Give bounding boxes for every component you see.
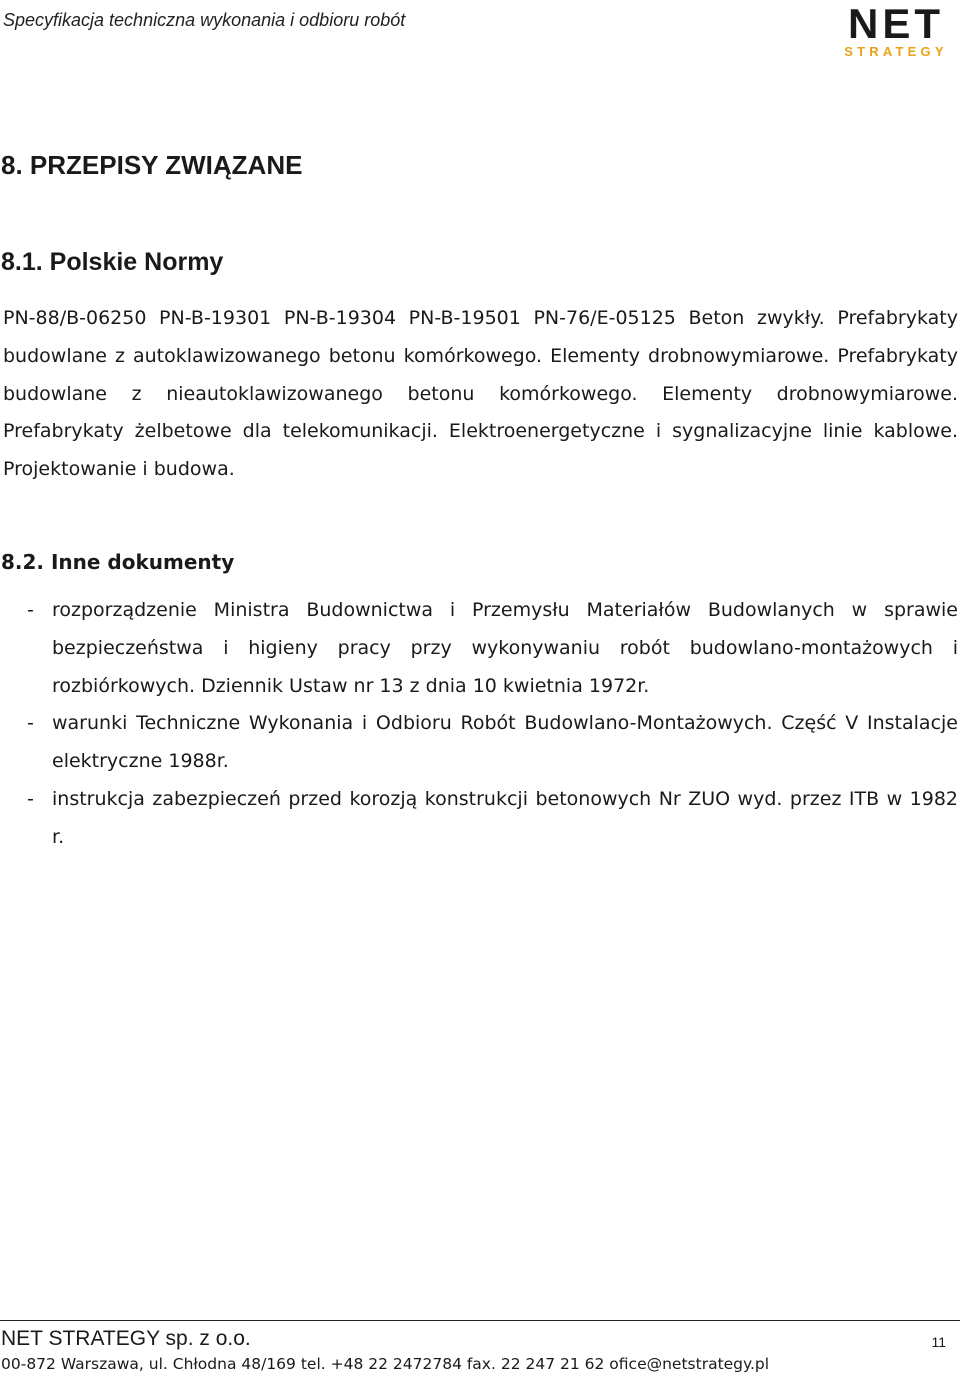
list-item — [27, 781, 958, 857]
company-logo — [840, 0, 952, 60]
list-item-text: instrukcja zabezpieczeń przed korozją konstrukcji betonowych Nr ZUO wyd. przez ITB w 1982 r. — [52, 787, 958, 848]
subsection-heading-other-documents: 8.2. Inne dokumenty — [1, 550, 235, 574]
footer-divider — [0, 1320, 960, 1321]
footer-company-name: NET STRATEGY sp. z o.o. — [1, 1327, 251, 1350]
page-number: 11 — [931, 1334, 946, 1350]
section-heading: 8. PRZEPISY ZWIĄZANE — [1, 150, 303, 180]
list-bullet: - — [27, 599, 34, 621]
subsection-heading-standards: 8.1. Polskie Normy — [1, 248, 224, 276]
standards-paragraph: PN-88/B-06250 PN-B-19301 PN-B-19304 PN-B-19501 PN-76/E-05125 Beton zwykły. Prefabrykaty budowlane z autoklawizowanego betonu komórkowego. Elementy drobnowymiarowe. Prefabrykaty budowlane z nieautoklawizowanego betonu komórkowego. Elementy drobnowymiarowe. Prefabrykaty żelbetowe dla telekomunikacji. Elektroenergetyczne i sygnalizacyjne linie kablowe. Projektowanie i budowa. — [3, 307, 958, 481]
footer-address: 00-872 Warszawa, ul. Chłodna 48/169 tel. +48 22 2472784 fax. 22 247 21 62 ofice@netstrategy.pl — [1, 1355, 770, 1373]
list-bullet: - — [27, 787, 34, 810]
list-item — [27, 592, 958, 705]
list-item — [27, 705, 958, 781]
list-bullet: - — [27, 712, 34, 735]
logo-main-text: NET — [848, 0, 944, 47]
logo-sub-text: STRATEGY — [844, 44, 948, 59]
document-header-title: Specyfikacja techniczna wykonania i odbioru robót — [3, 10, 406, 30]
list-item-text: rozporządzenie Ministra Budownictwa i Przemysłu Materiałów Budowlanych w sprawie bezpieczeństwa i higieny pracy przy wykonywaniu robót budowlano-montażowych i rozbiórkowych. Dziennik Ustaw nr 13 z dnia 10 kwietnia 1972r. — [52, 599, 958, 697]
other-documents-list — [27, 592, 958, 857]
list-item-text: warunki Techniczne Wykonania i Odbioru Robót Budowlano-Montażowych. Część V Instalacje elektryczne 1988r. — [52, 712, 958, 773]
